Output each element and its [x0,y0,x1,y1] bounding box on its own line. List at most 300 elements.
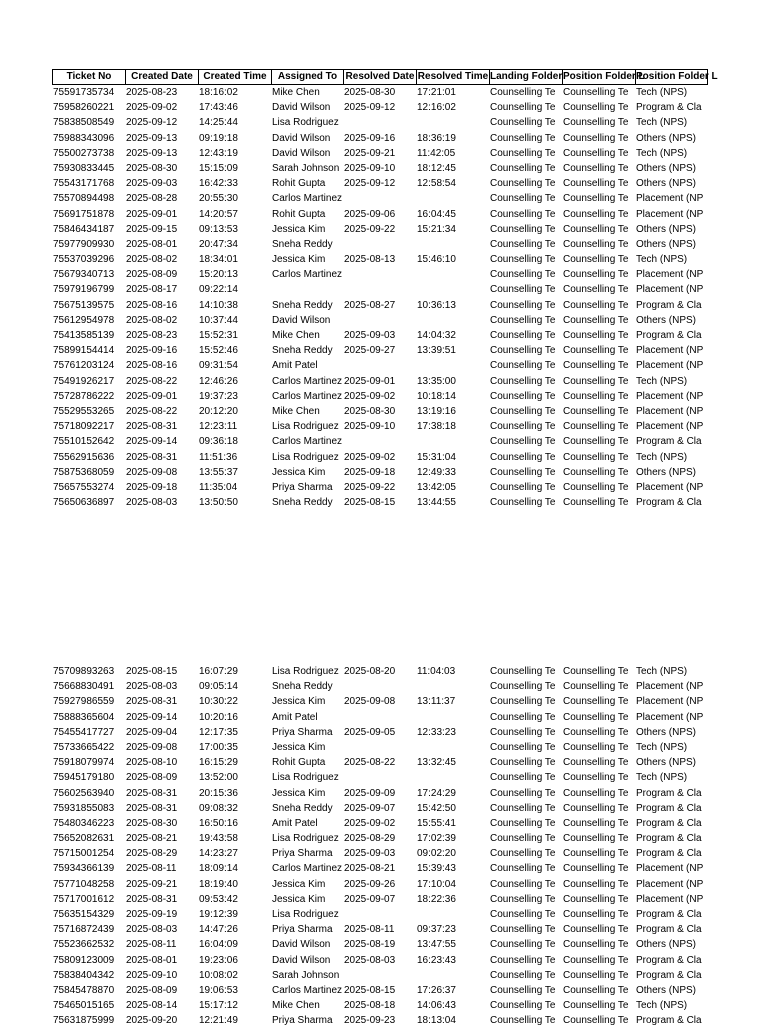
cell-resolved-date: 2025-09-03 [344,330,396,341]
cell-assigned-to: Lisa Rodriguez [272,421,339,433]
cell-assigned-to: Lisa Rodriguez [272,833,339,845]
cell-created-time: 15:52:46 [199,345,238,357]
cell-assigned-to: David Wilson [272,102,331,114]
cell-position-folder-l2: Counselling Te [563,87,629,98]
cell-assigned-to: Jessica Kim [272,254,326,266]
cell-created-time: 18:19:40 [199,878,238,890]
cell-resolved-date: 2025-09-26 [344,878,396,890]
cell-created-date: 2025-08-10 [126,757,178,769]
cell-position-folder-l2: Counselling Te [563,330,629,341]
table-row [52,237,708,252]
cell-resolved-time: 18:13:04 [417,1015,456,1027]
cell-assigned-to: Lisa Rodriguez [272,451,339,463]
cell-position-folder-l2: Counselling Te [563,162,629,174]
cell-ticket-no: 75635154329 [53,909,115,920]
cell-position-folder-l3: Placement (NP [636,878,704,890]
cell-created-date: 2025-09-03 [126,178,178,190]
cell-position-folder-l3: Placement (NP [636,269,704,281]
cell-created-time: 14:23:27 [199,848,238,860]
cell-ticket-no: 75529553265 [53,405,115,417]
cell-landing-folder: Counselling Te [490,162,556,174]
cell-resolved-time [416,770,489,785]
cell-resolved-date: 2025-08-22 [344,757,396,769]
cell-resolved-time: 15:42:50 [417,802,456,814]
cell-position-folder-l2: Counselling Te [563,481,629,493]
cell-created-time: 19:12:39 [199,909,238,920]
cell-landing-folder: Counselling Te [490,969,556,981]
cell-assigned-to: Rohit Gupta [272,208,326,220]
cell-resolved-date: 2025-09-06 [344,208,396,220]
cell-created-date: 2025-09-18 [126,481,178,493]
cell-landing-folder: Counselling Te [490,711,556,723]
cell-landing-folder: Counselling Te [490,284,556,296]
cell-position-folder-l3: Others (NPS) [636,162,697,174]
cell-ticket-no: 75675139575 [53,299,115,311]
cell-resolved-time: 13:39:51 [417,345,456,357]
cell-resolved-time: 15:21:34 [417,223,456,235]
cell-resolved-date [343,237,416,252]
cell-assigned-to: David Wilson [272,314,331,326]
cell-landing-folder: Counselling Te [490,924,556,936]
cell-landing-folder: Counselling Te [490,375,556,387]
cell-position-folder-l3: Tech (NPS) [636,741,688,753]
cell-created-date: 2025-09-21 [126,878,178,890]
cell-ticket-no: 75838508549 [53,117,115,129]
cell-position-folder-l3: Program & Cla [636,436,702,448]
cell-assigned-to: Sneha Reddy [272,238,333,250]
cell-position-folder-l3: Program & Cla [636,924,702,936]
cell-assigned-to: Carlos Martinez [272,984,343,996]
cell-position-folder-l3: Placement (NP [636,390,704,402]
cell-created-date: 2025-08-01 [126,238,178,250]
cell-resolved-date [343,740,416,755]
cell-assigned-to: Priya Sharma [272,848,333,860]
cell-resolved-time [416,710,489,725]
cell-position-folder-l3: Placement (NP [636,893,704,905]
table-row [52,710,708,725]
cell-created-date: 2025-09-01 [126,208,178,220]
cell-position-folder-l2: Counselling Te [563,421,629,433]
cell-landing-folder: Counselling Te [490,147,556,159]
cell-resolved-date: 2025-09-12 [344,178,396,190]
cell-created-time: 20:47:34 [199,238,238,250]
cell-resolved-date [343,313,416,328]
cell-position-folder-l3: Program & Cla [636,969,702,981]
cell-resolved-time: 17:24:29 [417,787,456,799]
cell-position-folder-l2: Counselling Te [563,466,629,478]
cell-assigned-to: Mike Chen [272,87,320,98]
header-resolved-time: Resolved Time [416,69,489,85]
table-row [52,191,708,206]
cell-created-date: 2025-08-17 [126,284,178,296]
cell-position-folder-l2: Counselling Te [563,969,629,981]
cell-created-time: 19:23:06 [199,954,238,966]
cell-created-date: 2025-08-16 [126,299,178,311]
cell-created-date: 2025-08-31 [126,787,178,799]
cell-position-folder-l3: Program & Cla [636,833,702,845]
cell-landing-folder: Counselling Te [490,481,556,493]
table-row [52,161,708,176]
cell-landing-folder: Counselling Te [490,451,556,463]
cell-resolved-time: 16:04:45 [417,208,456,220]
cell-landing-folder: Counselling Te [490,802,556,814]
cell-created-time: 18:09:14 [199,863,238,875]
table-row [52,755,708,770]
cell-position-folder-l2: Counselling Te [563,666,629,677]
cell-created-date: 2025-09-08 [126,741,178,753]
cell-resolved-date: 2025-09-27 [344,345,396,357]
cell-created-date: 2025-08-31 [126,696,178,708]
cell-created-time: 12:43:19 [199,147,238,159]
cell-created-date: 2025-08-31 [126,421,178,433]
cell-created-date: 2025-08-01 [126,954,178,966]
cell-position-folder-l2: Counselling Te [563,254,629,266]
cell-resolved-time [416,968,489,983]
header-assigned-to: Assigned To [271,69,343,85]
cell-landing-folder: Counselling Te [490,269,556,281]
cell-created-time: 10:37:44 [199,314,238,326]
cell-position-folder-l2: Counselling Te [563,390,629,402]
cell-created-date: 2025-09-15 [126,223,178,235]
cell-created-date: 2025-08-30 [126,817,178,829]
cell-position-folder-l2: Counselling Te [563,497,629,509]
cell-assigned-to: Amit Patel [272,711,318,723]
cell-created-date: 2025-08-16 [126,360,178,372]
cell-created-date: 2025-09-08 [126,466,178,478]
cell-created-date: 2025-08-23 [126,330,178,341]
cell-resolved-date: 2025-09-02 [344,451,396,463]
cell-resolved-time: 17:21:01 [417,87,456,98]
cell-assigned-to: Amit Patel [272,360,318,372]
cell-created-date: 2025-08-28 [126,193,178,205]
cell-landing-folder: Counselling Te [490,102,556,114]
cell-position-folder-l2: Counselling Te [563,314,629,326]
cell-position-folder-l2: Counselling Te [563,223,629,235]
cell-position-folder-l2: Counselling Te [563,436,629,448]
cell-resolved-time: 15:55:41 [417,817,456,829]
cell-resolved-date [343,115,416,130]
cell-created-date: 2025-08-03 [126,681,178,693]
table-row [52,679,708,694]
cell-resolved-date: 2025-08-18 [344,1000,396,1012]
table-row [52,725,708,740]
cell-position-folder-l2: Counselling Te [563,451,629,463]
table-row [52,100,708,115]
cell-resolved-time: 10:18:14 [417,390,456,402]
cell-ticket-no: 75652082631 [53,833,115,845]
cell-created-time: 17:43:46 [199,102,238,114]
table-row [52,480,708,495]
cell-resolved-date: 2025-09-07 [344,802,396,814]
cell-resolved-time: 15:46:10 [417,254,456,266]
cell-assigned-to: Carlos Martinez [272,375,343,387]
cell-ticket-no: 75717001612 [53,893,115,905]
table-row [52,176,708,191]
cell-ticket-no: 75934366139 [53,863,115,875]
cell-created-time: 12:46:26 [199,375,238,387]
cell-created-date: 2025-08-22 [126,375,178,387]
cell-landing-folder: Counselling Te [490,909,556,920]
cell-resolved-time: 14:06:43 [417,1000,456,1012]
cell-created-date: 2025-08-11 [126,863,177,875]
cell-landing-folder: Counselling Te [490,1000,556,1012]
cell-created-date: 2025-09-13 [126,147,178,159]
cell-resolved-date: 2025-08-13 [344,254,396,266]
cell-position-folder-l2: Counselling Te [563,696,629,708]
cell-resolved-time: 12:58:54 [417,178,456,190]
cell-assigned-to: David Wilson [272,132,331,144]
table-row [52,495,708,510]
cell-assigned-to: Rohit Gupta [272,757,326,769]
cell-resolved-time [416,740,489,755]
cell-created-time: 20:15:36 [199,787,238,799]
cell-created-date: 2025-08-09 [126,772,178,784]
cell-resolved-time: 15:39:43 [417,863,456,875]
table-section-bottom [52,664,708,1029]
cell-created-time: 15:17:12 [199,1000,238,1012]
cell-ticket-no: 75930833445 [53,162,115,174]
cell-landing-folder: Counselling Te [490,833,556,845]
cell-ticket-no: 75715001254 [53,848,115,860]
cell-created-time: 09:53:42 [199,893,238,905]
cell-resolved-date: 2025-08-03 [344,954,396,966]
table-row [52,131,708,146]
cell-resolved-date [343,968,416,983]
cell-assigned-to: Jessica Kim [272,741,326,753]
cell-created-time: 11:35:04 [199,481,238,493]
cell-created-date: 2025-08-09 [126,984,178,996]
cell-position-folder-l3: Tech (NPS) [636,117,688,129]
cell-assigned-to: Mike Chen [272,1000,320,1012]
cell-ticket-no: 75480346223 [53,817,115,829]
cell-position-folder-l3: Program & Cla [636,497,702,509]
cell-landing-folder: Counselling Te [490,787,556,799]
cell-ticket-no: 75958260221 [53,102,115,114]
cell-landing-folder: Counselling Te [490,405,556,417]
cell-position-folder-l3: Placement (NP [636,481,704,493]
cell-resolved-date: 2025-08-29 [344,833,396,845]
cell-position-folder-l3: Program & Cla [636,802,702,814]
cell-position-folder-l3: Others (NPS) [636,757,697,769]
cell-created-time: 14:47:26 [199,924,238,936]
cell-ticket-no: 75845478870 [53,984,115,996]
cell-ticket-no: 75718092217 [53,421,115,433]
cell-position-folder-l3: Placement (NP [636,345,704,357]
cell-position-folder-l2: Counselling Te [563,954,629,966]
cell-created-time: 19:43:58 [199,833,238,845]
cell-ticket-no: 75761203124 [53,360,115,372]
cell-created-time: 12:17:35 [199,726,238,738]
cell-created-time: 13:50:50 [199,497,238,509]
cell-created-date: 2025-08-21 [126,833,178,845]
cell-created-time: 18:16:02 [199,87,238,98]
cell-landing-folder: Counselling Te [490,132,556,144]
cell-ticket-no: 75510152642 [53,436,115,448]
cell-assigned-to: Priya Sharma [272,1015,333,1027]
cell-created-date: 2025-08-14 [126,1000,178,1012]
cell-assigned-to: Sarah Johnson [272,162,340,174]
cell-position-folder-l2: Counselling Te [563,772,629,784]
cell-resolved-date [343,907,416,922]
cell-ticket-no: 75875368059 [53,466,115,478]
cell-resolved-time: 16:23:43 [417,954,456,966]
cell-assigned-to: Sneha Reddy [272,802,333,814]
cell-landing-folder: Counselling Te [490,330,556,341]
cell-ticket-no: 75899154414 [53,345,115,357]
cell-created-time: 12:23:11 [199,421,238,433]
cell-position-folder-l2: Counselling Te [563,102,629,114]
cell-resolved-time: 10:36:13 [417,299,456,311]
cell-created-time: 09:31:54 [199,360,238,372]
cell-ticket-no: 75977909930 [53,238,115,250]
cell-resolved-time: 14:04:32 [417,330,456,341]
cell-assigned-to: Carlos Martinez [272,863,343,875]
cell-created-time: 14:10:38 [199,299,238,311]
cell-landing-folder: Counselling Te [490,421,556,433]
cell-position-folder-l2: Counselling Te [563,147,629,159]
cell-resolved-time: 12:49:33 [417,466,456,478]
cell-resolved-time: 09:37:23 [417,924,456,936]
cell-assigned-to: Priya Sharma [272,481,333,493]
cell-position-folder-l3: Others (NPS) [636,314,697,326]
cell-created-date: 2025-09-16 [126,345,178,357]
table-row [52,968,708,983]
cell-resolved-time [416,358,489,373]
cell-resolved-date [343,358,416,373]
cell-position-folder-l3: Placement (NP [636,360,704,372]
cell-resolved-time: 12:33:23 [417,726,456,738]
cell-assigned-to: Jessica Kim [272,787,326,799]
cell-position-folder-l2: Counselling Te [563,178,629,190]
cell-resolved-time: 17:02:39 [417,833,456,845]
header-position-folder-l2: Position Folder L [562,69,635,85]
cell-created-date: 2025-08-02 [126,254,178,266]
cell-position-folder-l2: Counselling Te [563,909,629,920]
cell-landing-folder: Counselling Te [490,299,556,311]
cell-landing-folder: Counselling Te [490,1015,556,1027]
cell-resolved-time: 12:16:02 [417,102,456,114]
cell-resolved-time: 13:35:00 [417,375,456,387]
cell-position-folder-l3: Program & Cla [636,909,702,920]
cell-created-date: 2025-08-29 [126,848,178,860]
cell-resolved-date: 2025-09-12 [344,102,396,114]
table-row [52,907,708,922]
cell-resolved-date: 2025-09-21 [344,147,396,159]
cell-position-folder-l2: Counselling Te [563,833,629,845]
cell-position-folder-l2: Counselling Te [563,208,629,220]
table-row [52,343,708,358]
cell-landing-folder: Counselling Te [490,696,556,708]
cell-created-time: 09:22:14 [199,284,238,296]
cell-position-folder-l3: Program & Cla [636,330,702,341]
cell-resolved-date [343,710,416,725]
table-row [52,892,708,907]
cell-assigned-to: Priya Sharma [272,924,333,936]
cell-resolved-time: 13:47:55 [417,939,456,951]
cell-position-folder-l3: Program & Cla [636,954,702,966]
cell-ticket-no: 75716872439 [53,924,115,936]
cell-position-folder-l3: Others (NPS) [636,984,697,996]
cell-created-date: 2025-08-03 [126,924,178,936]
cell-resolved-date: 2025-08-19 [344,939,396,951]
cell-created-time: 13:52:00 [199,772,238,784]
cell-resolved-time: 13:44:55 [417,497,456,509]
cell-created-date: 2025-08-23 [126,87,178,98]
cell-position-folder-l2: Counselling Te [563,741,629,753]
cell-created-time: 09:05:14 [199,681,238,693]
cell-ticket-no: 75591735734 [53,87,115,98]
cell-position-folder-l2: Counselling Te [563,193,629,205]
cell-created-time: 09:36:18 [199,436,238,448]
cell-assigned-to: Sneha Reddy [272,345,333,357]
cell-landing-folder: Counselling Te [490,954,556,966]
table-body-bottom [52,664,708,1029]
cell-position-folder-l3: Placement (NP [636,284,704,296]
table-row [52,85,708,100]
cell-resolved-date: 2025-09-16 [344,132,396,144]
cell-created-time: 13:55:37 [199,466,238,478]
cell-created-date: 2025-08-22 [126,405,178,417]
table-row [52,877,708,892]
cell-landing-folder: Counselling Te [490,193,556,205]
cell-assigned-to: Lisa Rodriguez [272,772,339,784]
table-row [52,786,708,801]
cell-landing-folder: Counselling Te [490,238,556,250]
cell-ticket-no: 75809123009 [53,954,115,966]
cell-position-folder-l2: Counselling Te [563,984,629,996]
cell-resolved-time: 13:11:37 [417,696,456,708]
header-resolved-date: Resolved Date [343,69,416,85]
cell-ticket-no: 75927986559 [53,696,115,708]
cell-position-folder-l3: Tech (NPS) [636,87,688,98]
cell-created-date: 2025-08-11 [126,939,177,951]
cell-resolved-time: 13:42:05 [417,481,456,493]
table-row [52,1013,708,1028]
cell-resolved-date: 2025-08-21 [344,863,396,875]
cell-position-folder-l3: Placement (NP [636,193,704,205]
cell-ticket-no: 75691751878 [53,208,115,220]
cell-assigned-to: Jessica Kim [272,893,326,905]
cell-created-time: 19:37:23 [199,390,238,402]
cell-position-folder-l2: Counselling Te [563,405,629,417]
cell-resolved-time: 13:19:16 [417,405,456,417]
cell-resolved-time: 17:26:37 [417,984,456,996]
cell-resolved-date: 2025-09-10 [344,421,396,433]
cell-ticket-no: 75491926217 [53,375,115,387]
cell-position-folder-l2: Counselling Te [563,1000,629,1012]
cell-landing-folder: Counselling Te [490,178,556,190]
cell-assigned-to: Lisa Rodriguez [272,117,339,129]
cell-resolved-time: 17:38:18 [417,421,456,433]
cell-landing-folder: Counselling Te [490,666,556,677]
cell-assigned-to: Rohit Gupta [272,178,326,190]
cell-created-time: 09:08:32 [199,802,238,814]
cell-ticket-no: 75733665422 [53,741,115,753]
cell-resolved-date: 2025-09-09 [344,787,396,799]
cell-position-folder-l2: Counselling Te [563,893,629,905]
cell-position-folder-l3: Program & Cla [636,817,702,829]
cell-resolved-date: 2025-09-22 [344,223,396,235]
cell-resolved-time [416,267,489,282]
cell-position-folder-l3: Program & Cla [636,1015,702,1027]
cell-resolved-date [343,267,416,282]
cell-ticket-no: 75500273738 [53,147,115,159]
cell-position-folder-l3: Others (NPS) [636,223,697,235]
table-row [52,404,708,419]
cell-position-folder-l3: Placement (NP [636,421,704,433]
cell-resolved-date: 2025-09-08 [344,696,396,708]
cell-landing-folder: Counselling Te [490,497,556,509]
